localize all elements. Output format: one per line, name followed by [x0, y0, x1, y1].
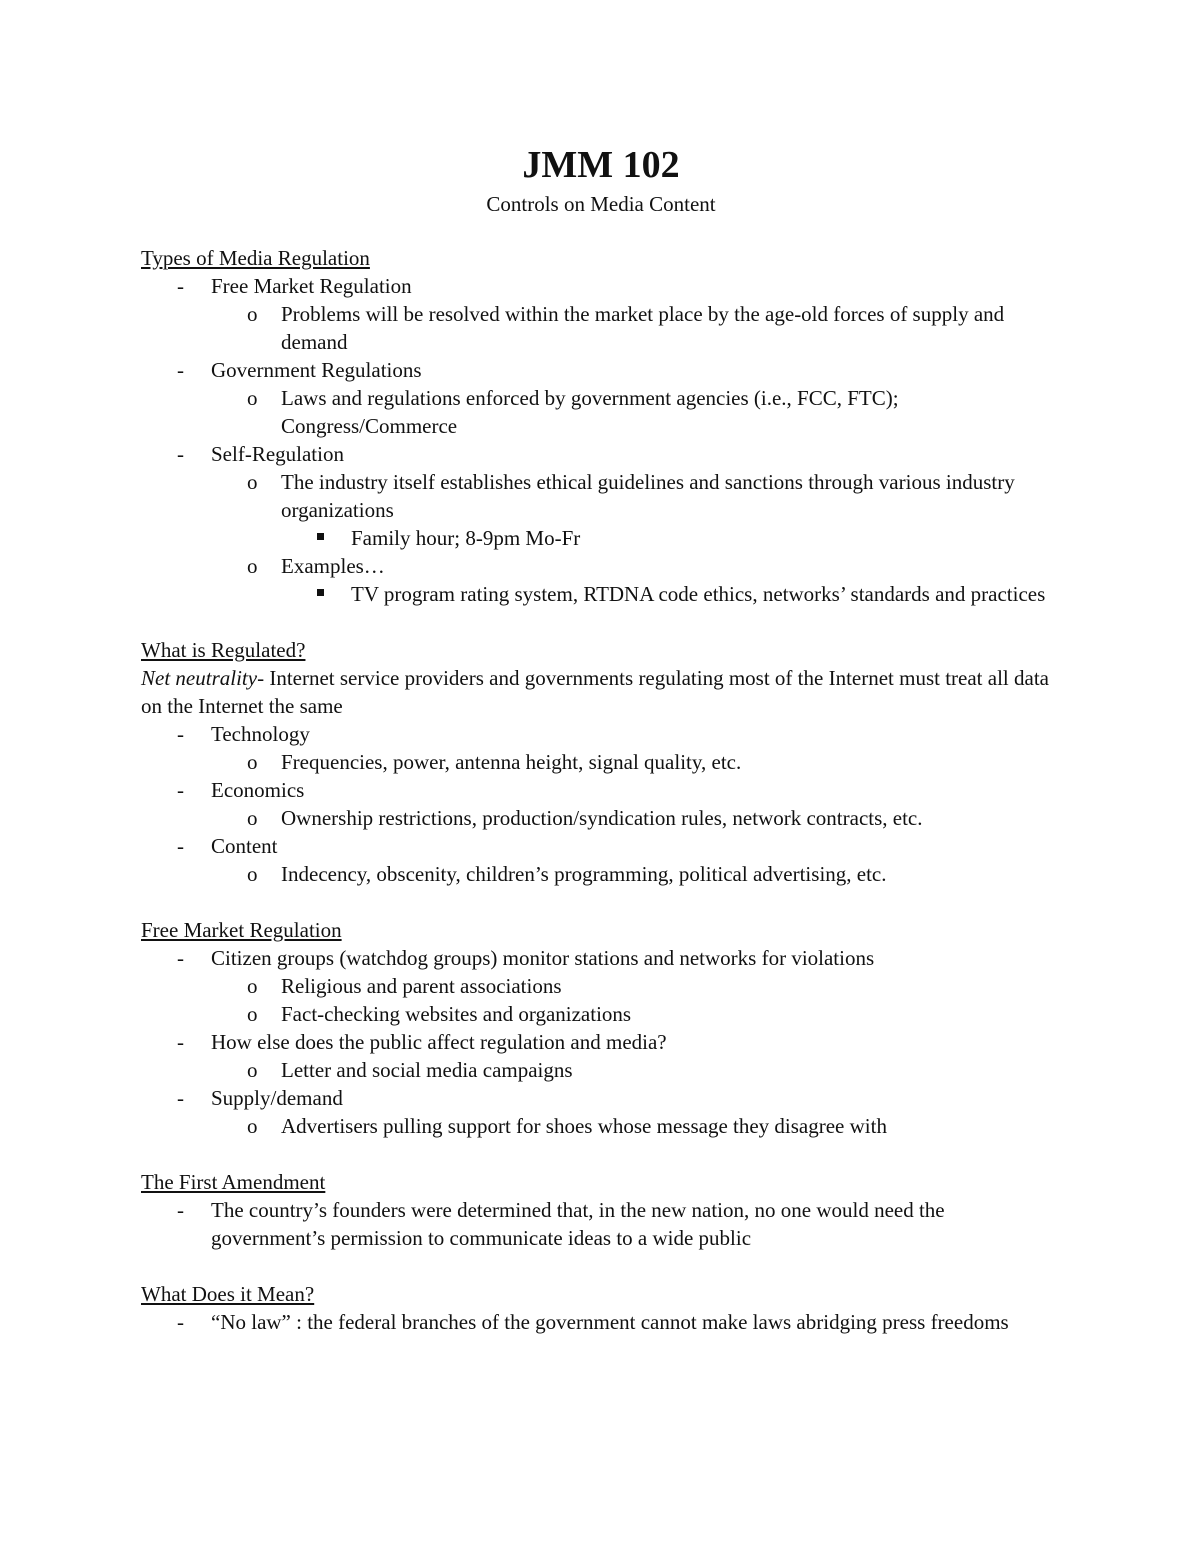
list-item: [141, 720, 1061, 776]
list-item-text: Economics: [211, 778, 305, 802]
section: [141, 636, 1061, 888]
list-item-text: How else does the public affect regulation and media?: [211, 1030, 667, 1054]
list-item-text: Citizen groups (watchdog groups) monitor stations and networks for violations: [211, 946, 875, 970]
section: [141, 1280, 1061, 1336]
sub-bullet-list: [211, 1056, 1061, 1084]
document-title: JMM 102: [522, 144, 680, 186]
dash-bullet-icon: -: [177, 442, 184, 466]
list-item: [141, 776, 1061, 832]
definition-term: Net neutrality: [141, 666, 258, 690]
sub-list-item-text: Laws and regulations enforced by government agencies (i.e., FCC, FTC); Congress/Commerce: [281, 386, 899, 438]
sub-sub-bullet-list: [281, 524, 1061, 552]
list-item-text: Technology: [211, 722, 310, 746]
section-heading: Types of Media Regulation: [141, 246, 370, 270]
list-item: [141, 272, 1061, 356]
list-item: [141, 440, 1061, 608]
sub-list-item-text: The industry itself establishes ethical guidelines and sanctions through various industry organizations: [281, 470, 1015, 522]
sub-sub-list-item-text: TV program rating system, RTDNA code ethics, networks’ standards and practices: [351, 582, 1046, 606]
section-heading: The First Amendment: [141, 1170, 326, 1194]
section-heading: What is Regulated?: [141, 638, 306, 662]
bullet-list: [141, 272, 1061, 608]
sections-container: [141, 244, 1061, 1336]
bullet-list: [141, 720, 1061, 888]
dash-bullet-icon: -: [177, 946, 184, 970]
sub-list-item: [211, 300, 1061, 356]
dash-bullet-icon: -: [177, 274, 184, 298]
sub-list-item-text: Religious and parent associations: [281, 974, 562, 998]
sub-list-item-text: Fact-checking websites and organizations: [281, 1002, 632, 1026]
sub-bullet-list: [211, 972, 1061, 1028]
sub-list-item-text: Advertisers pulling support for shoes whose message they disagree with: [281, 1114, 887, 1138]
circle-bullet-icon: o: [247, 470, 258, 494]
definition-paragraph: [141, 664, 1061, 720]
dash-bullet-icon: -: [177, 358, 184, 382]
sub-list-item: [211, 860, 1061, 888]
list-item-text: “No law” : the federal branches of the government cannot make laws abridging press freedoms: [211, 1310, 1009, 1334]
bullet-list: [141, 1196, 1061, 1252]
circle-bullet-icon: o: [247, 386, 258, 410]
sub-bullet-list: [211, 804, 1061, 832]
sub-list-item-text: Indecency, obscenity, children’s programming, political advertising, etc.: [281, 862, 887, 886]
sub-bullet-list: [211, 748, 1061, 776]
sub-bullet-list: [211, 384, 1061, 440]
sub-sub-list-item: [281, 524, 1061, 552]
sub-list-item: [211, 384, 1061, 440]
dash-bullet-icon: -: [177, 722, 184, 746]
sub-list-item: [211, 804, 1061, 832]
bullet-list: [141, 944, 1061, 1140]
dash-bullet-icon: -: [177, 1086, 184, 1110]
sub-bullet-list: [211, 860, 1061, 888]
dash-bullet-icon: -: [177, 1198, 184, 1222]
definition-text: - Internet service providers and governments regulating most of the Internet must treat all data on the Internet the same: [141, 666, 1049, 718]
list-item-text: Free Market Regulation: [211, 274, 412, 298]
list-item: [141, 1196, 1061, 1252]
square-bullet-icon: [317, 589, 324, 596]
circle-bullet-icon: o: [247, 750, 258, 774]
circle-bullet-icon: o: [247, 554, 258, 578]
sub-list-item-text: Frequencies, power, antenna height, signal quality, etc.: [281, 750, 742, 774]
section-heading: What Does it Mean?: [141, 1282, 315, 1306]
sub-list-item-text: Letter and social media campaigns: [281, 1058, 573, 1082]
section-heading: Free Market Regulation: [141, 918, 342, 942]
dash-bullet-icon: -: [177, 1030, 184, 1054]
list-item-text: Supply/demand: [211, 1086, 343, 1110]
list-item: [141, 832, 1061, 888]
sub-sub-bullet-list: [281, 580, 1061, 608]
list-item-text: Government Regulations: [211, 358, 422, 382]
circle-bullet-icon: o: [247, 1002, 258, 1026]
sub-bullet-list: [211, 1112, 1061, 1140]
sub-list-item: [211, 1112, 1061, 1140]
section: [141, 1168, 1061, 1252]
section: [141, 916, 1061, 1140]
list-item-text: Content: [211, 834, 278, 858]
list-item: [141, 1308, 1061, 1336]
sub-list-item: [211, 748, 1061, 776]
dash-bullet-icon: -: [177, 1310, 184, 1334]
sub-sub-list-item-text: Family hour; 8-9pm Mo-Fr: [351, 526, 581, 550]
sub-list-item-text: Ownership restrictions, production/syndication rules, network contracts, etc.: [281, 806, 923, 830]
bullet-list: [141, 1308, 1061, 1336]
sub-list-item-text: Examples…: [281, 554, 385, 578]
sub-sub-list-item: [281, 580, 1061, 608]
circle-bullet-icon: o: [247, 302, 258, 326]
list-item-text: The country’s founders were determined that, in the new nation, no one would need the government’s permission to communicate ideas to a wide public: [211, 1198, 945, 1250]
list-item: [141, 1084, 1061, 1140]
sub-list-item: [211, 552, 1061, 608]
circle-bullet-icon: o: [247, 862, 258, 886]
sub-list-item: [211, 972, 1061, 1000]
circle-bullet-icon: o: [247, 1058, 258, 1082]
list-item-text: Self-Regulation: [211, 442, 344, 466]
sub-list-item: [211, 468, 1061, 552]
sub-list-item-text: Problems will be resolved within the market place by the age-old forces of supply and demand: [281, 302, 1005, 354]
square-bullet-icon: [317, 533, 324, 540]
sub-bullet-list: [211, 468, 1061, 608]
sub-bullet-list: [211, 300, 1061, 356]
section: [141, 244, 1061, 608]
document-subtitle: Controls on Media Content: [486, 192, 716, 216]
dash-bullet-icon: -: [177, 834, 184, 858]
list-item: [141, 1028, 1061, 1084]
document-page: [141, 140, 1061, 1364]
dash-bullet-icon: -: [177, 778, 184, 802]
circle-bullet-icon: o: [247, 1114, 258, 1138]
sub-list-item: [211, 1000, 1061, 1028]
list-item: [141, 356, 1061, 440]
list-item: [141, 944, 1061, 1028]
sub-list-item: [211, 1056, 1061, 1084]
circle-bullet-icon: o: [247, 974, 258, 998]
circle-bullet-icon: o: [247, 806, 258, 830]
